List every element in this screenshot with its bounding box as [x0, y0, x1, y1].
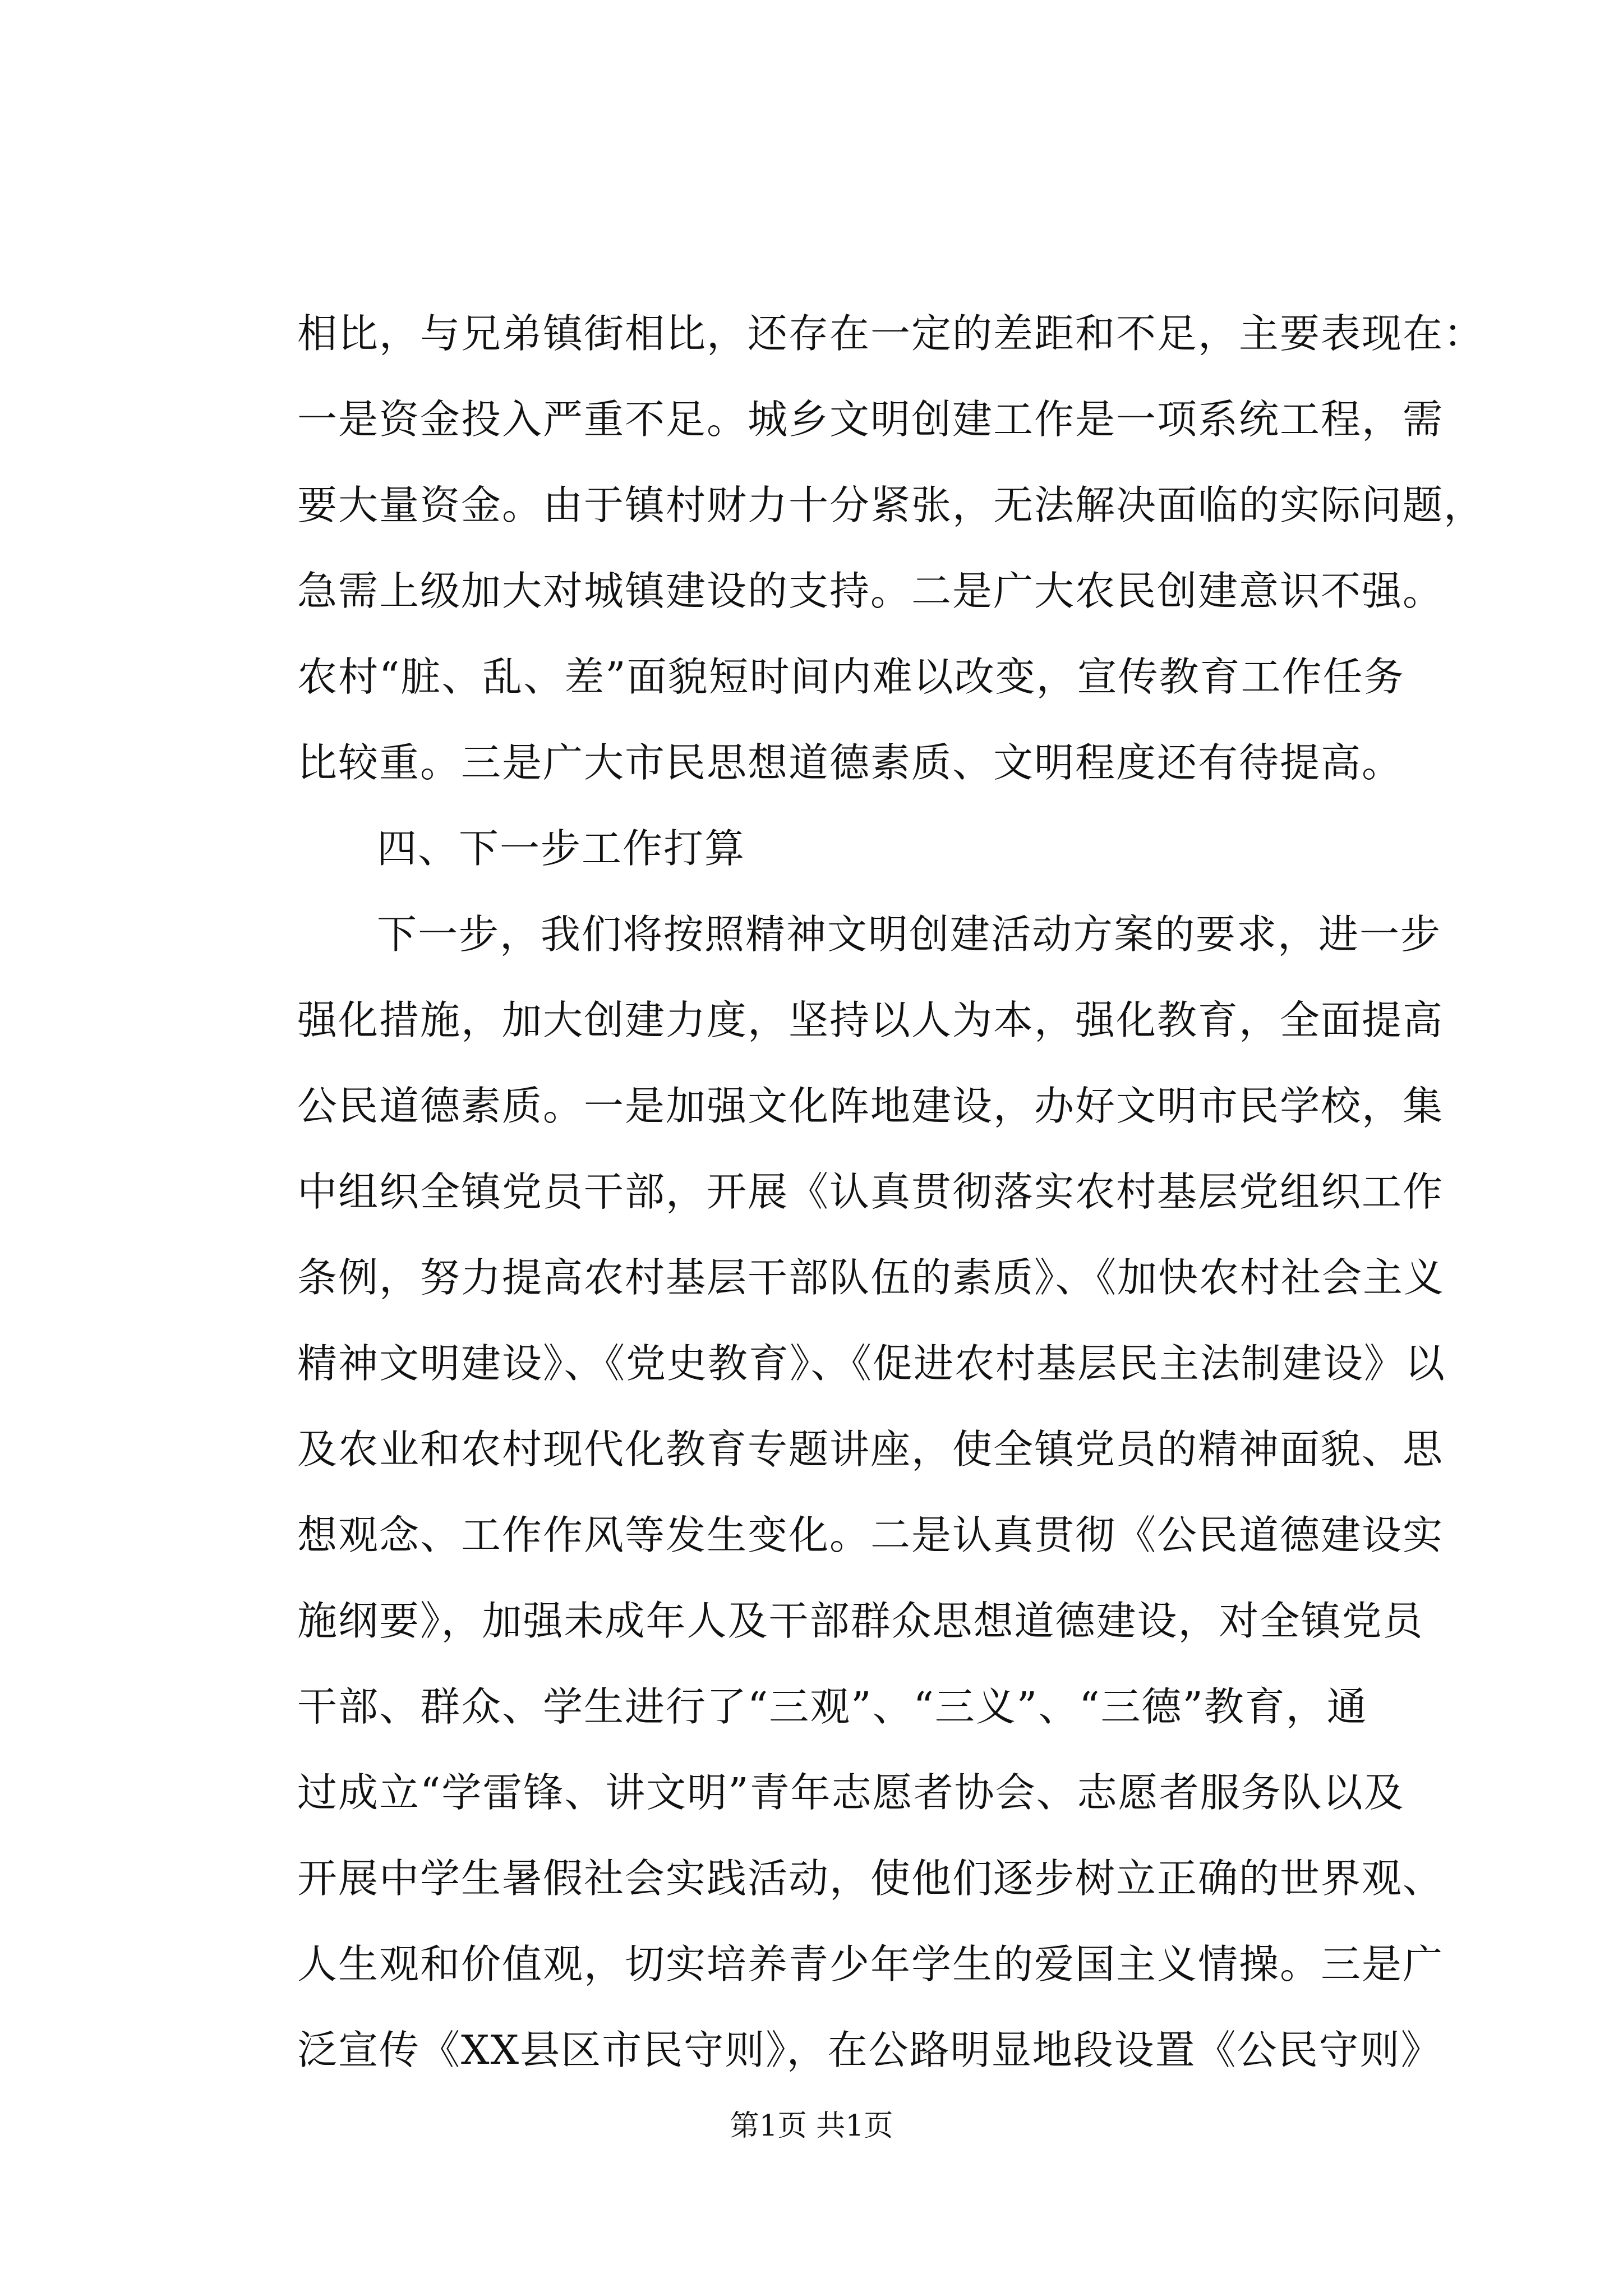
text-line: 干部、群众、学生进行了“三观”、“三义”、“三德”教育，通 — [297, 1683, 1368, 1730]
text-line: 及农业和农村现代化教育专题讲座，使全镇党员的精神面貌、思 — [297, 1426, 1444, 1473]
text-line: 比较重。三是广大市民思想道德素质、文明程度还有待提高。 — [297, 739, 1403, 786]
text-line: 泛宣传《XX县区市民守则》，在公路明显地段设置《公民守则》 — [297, 2027, 1442, 2073]
text-line: 要大量资金。由于镇村财力十分紧张，无法解决面临的实际问题， — [297, 482, 1485, 528]
text-line: 中组织全镇党员干部，开展《认真贯彻落实农村基层党组织工作 — [297, 1168, 1444, 1215]
text-line: 下一步，我们将按照精神文明创建活动方案的要求，进一步 — [377, 911, 1442, 958]
text-line: 条例，努力提高农村基层干部队伍的素质》、《加快农村社会主义 — [297, 1254, 1445, 1301]
text-line: 公民道德素质。一是加强文化阵地建设，办好文明市民学校，集 — [297, 1083, 1444, 1129]
text-line: 强化措施，加大创建力度，坚持以人为本，强化教育，全面提高 — [297, 997, 1444, 1043]
text-line: 施纲要》，加强未成年人及干部群众思想道德建设，对全镇党员 — [297, 1598, 1424, 1644]
text-line: 一是资金投入严重不足。城乡文明创建工作是一项系统工程，需 — [297, 396, 1444, 443]
text-line: 农村“脏、乱、差”面貌短时间内难以改变，宣传教育工作任务 — [297, 654, 1405, 700]
text-line: 人生观和价值观，切实培养青少年学生的爱国主义情操。三是广 — [297, 1941, 1444, 1987]
section-heading: 四、下一步工作打算 — [377, 825, 746, 872]
page-number-label: 第1页 共1页 — [730, 2109, 893, 2143]
document-body — [297, 291, 1485, 2093]
text-line: 精神文明建设》、《党史教育》、《促进农村基层民主法制建设》以 — [297, 1340, 1446, 1387]
text-line: 相比，与兄弟镇街相比，还存在一定的差距和不足，主要表现在： — [297, 310, 1485, 357]
text-line: 急需上级加大对城镇建设的支持。二是广大农民创建意识不强。 — [297, 568, 1444, 614]
text-line: 想观念、工作作风等发生变化。二是认真贯彻《公民道德建设实 — [297, 1512, 1444, 1558]
page-footer — [0, 2106, 1623, 2146]
text-line: 过成立“学雷锋、讲文明”青年志愿者协会、志愿者服务队以及 — [297, 1769, 1405, 1816]
text-line: 开展中学生暑假社会实践活动，使他们逐步树立正确的世界观、 — [297, 1855, 1444, 1902]
